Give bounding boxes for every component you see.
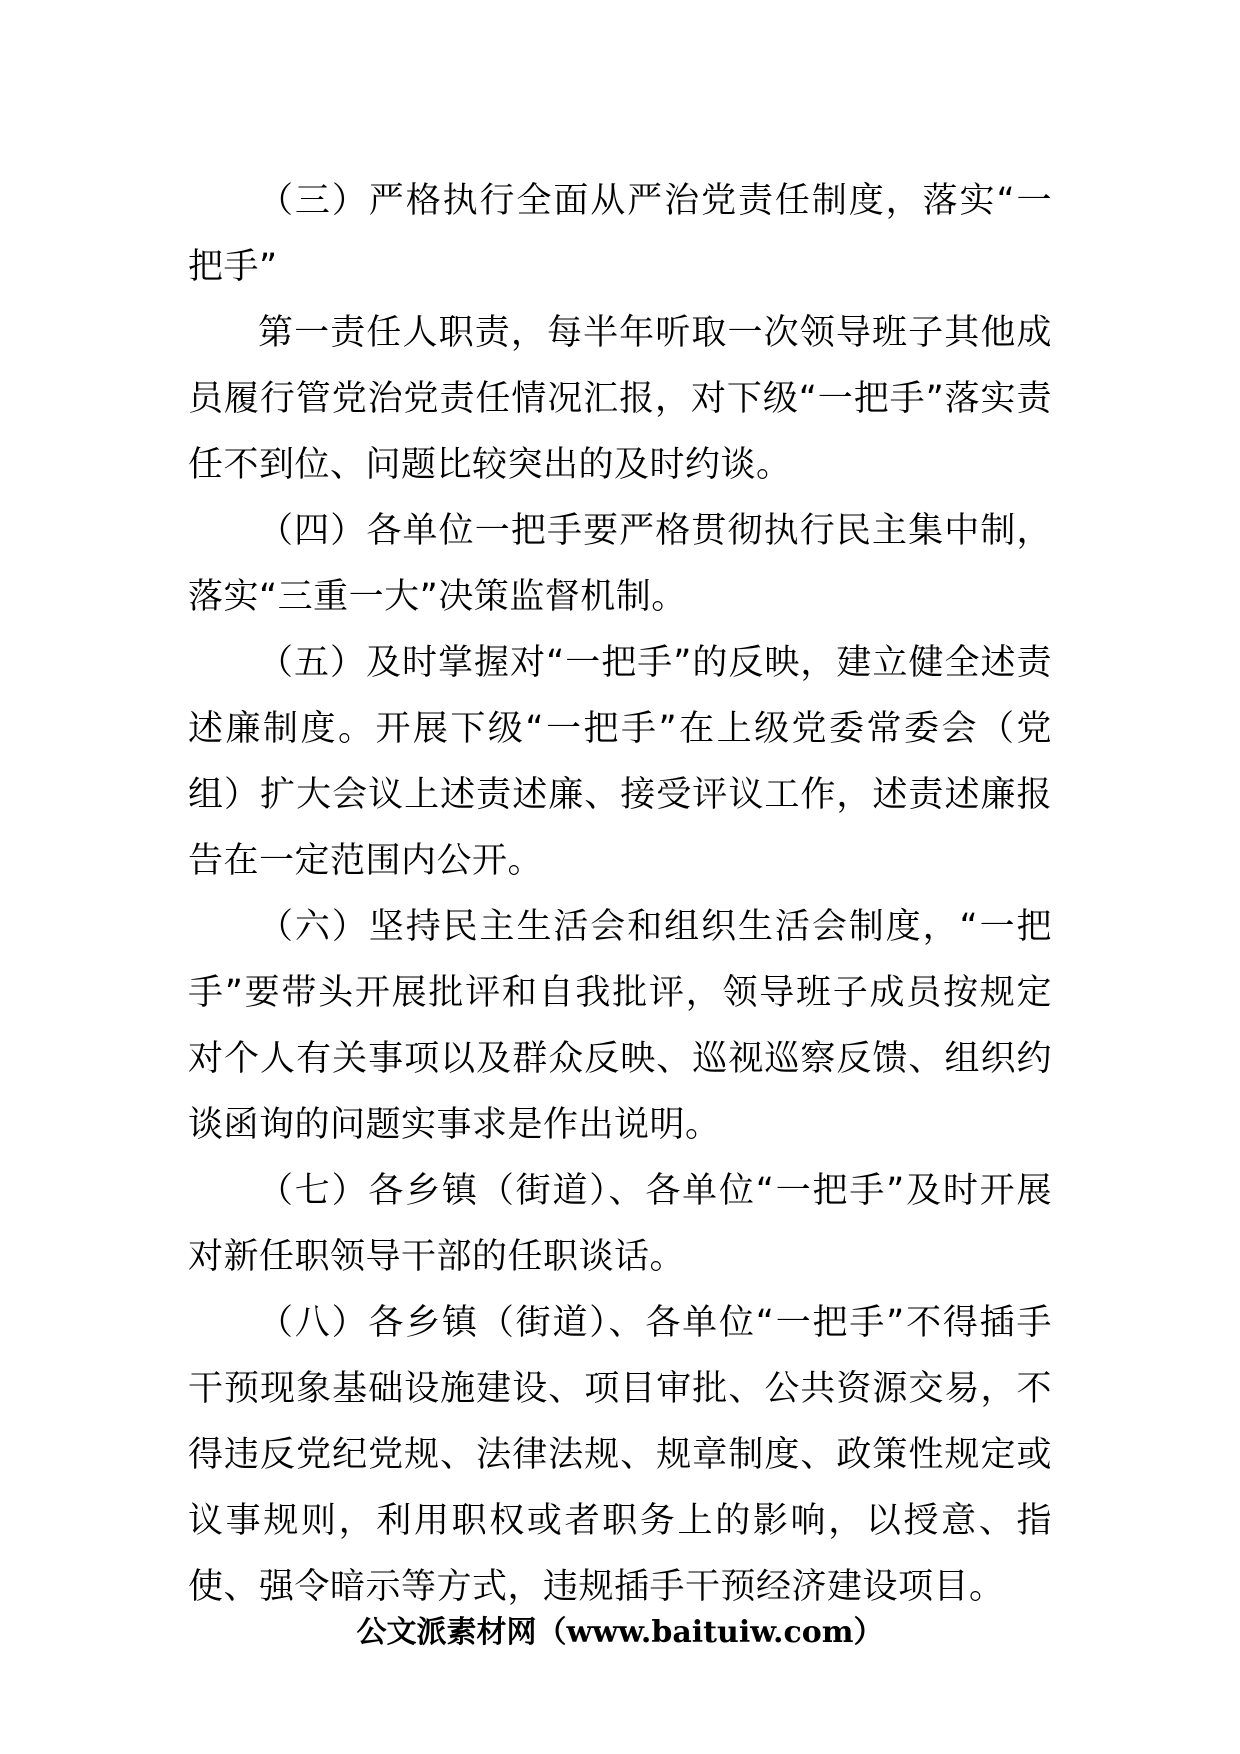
paragraph-3-continued: 第一责任人职责，每半年听取一次领导班子其他成员履行管党治党责任情况汇报，对下级“一把手”落实责任不到位、问题比较突出的及时约谈。 xyxy=(188,313,1052,485)
paragraph-3: （三）严格执行全面从严治党责任制度，落实“一把手” xyxy=(188,181,1052,287)
document-body xyxy=(188,168,1052,1620)
paragraph-6: （六）坚持民主生活会和组织生活会制度，“一把手”要带头开展批评和自我批评，领导班子成员按规定对个人有关事项以及群众反映、巡视巡察反馈、组织约谈函询的问题实事求是作出说明。 xyxy=(188,907,1052,1145)
paragraph-8: （八）各乡镇（街道）、各单位“一把手”不得插手干预现象基础设施建设、项目审批、公共资源交易，不得违反党纪党规、法律法规、规章制度、政策性规定或议事规则，利用职权或者职务上的影响，以授意、指使、强令暗示等方式，违规插手干预经济建设项目。 xyxy=(188,1303,1052,1607)
paragraph-5: （五）及时掌握对“一把手”的反映，建立健全述责述廉制度。开展下级“一把手”在上级党委常委会（党组）扩大会议上述责述廉、接受评议工作，述责述廉报告在一定范围内公开。 xyxy=(188,643,1052,881)
source-footer: 公文派素材网（www.baituiw.com） xyxy=(356,1615,884,1650)
paragraph-4: （四）各单位一把手要严格贯彻执行民主集中制，落实“三重一大”决策监督机制。 xyxy=(188,511,1052,617)
paragraph-7: （七）各乡镇（街道）、各单位“一把手”及时开展对新任职领导干部的任职谈话。 xyxy=(188,1171,1052,1277)
